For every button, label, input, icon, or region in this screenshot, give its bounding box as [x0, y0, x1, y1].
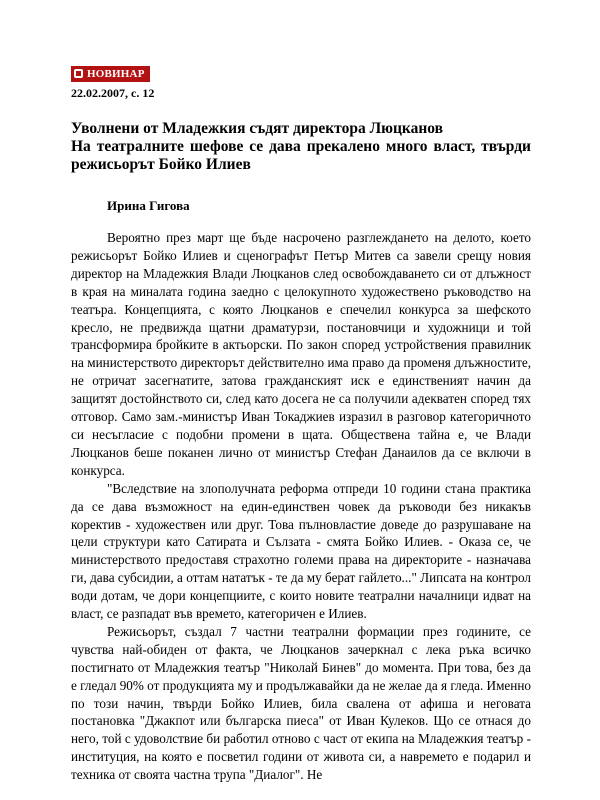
- article-page: [71, 64, 531, 784]
- author-byline: Ирина Гигова: [107, 198, 190, 213]
- article-title: Уволнени от Младежкия съдят директора Люцканов: [71, 120, 444, 137]
- paragraph-1: Вероятно през март ще бъде насрочено разглеждането на делото, което режисьорът Бойко Илиев и сценографът Петър Митев са завели срещу новия директор на Младежкия Влади Люцканов след освобождаването си от длъжност в края на миналата година заедно с целокупното художествено ръководство на театъра. Концепцията, с която Люцканов е спечелил конкурса за шефското кресло, не предвижда щатни драматурзи, постановчици и художници и той трансформира бройките в актьорски. По закон според устройствения правилник на министерството директорът действително има право да променя длъжностите, не отричат засегнатите, затова гражданският иск е единственият начин да защитят достойнството си, след като досега не са получили адекватен според тях отговор. Само зам.-министър Иван Токаджиев изразил в разговор категоричното си несъгласие с подобни промени в щата. Обществена тайна е, че Влади Люцканов беше поканен лично от министър Стефан Данаилов да се включи в конкурса.: [71, 230, 531, 478]
- dateline: 22.02.2007, с. 12: [71, 86, 155, 100]
- logo-text: НОВИНАР: [87, 68, 145, 80]
- article-subtitle: На театралните шефове се дава прекалено много власт, твърди режисьорът Бойко Илиев: [71, 138, 531, 173]
- headline: [71, 120, 531, 174]
- paragraph-2: "Вследствие на злополучната реформа отпреди 10 години стана практика да се дава възможност на един-единствен човек да ръководи без никакъв коректив - художествен или друг. Това пълновластие доведе до разрушаване на цели структури като Сатирата и Сълзата - смята Бойко Илиев. - Оказа се, че министерството предоставя страхотно големи права на директорите - назначава ги, дава субсидии, а оттам нататък - те да му берат гайлето..." Липсата на контрол води дотам, че дори концепциите, с които новите театрални началници идват на власт, се разпадат във времето, категоричен е Илиев.: [71, 480, 531, 622]
- novinar-logo: [71, 66, 150, 82]
- logo-emblem-icon: [74, 69, 83, 78]
- paragraph-3: Режисьорът, създал 7 частни театрални формации през годините, се чувства най-обиден от факта, че Люцканов зачеркнал с лека ръка всичко постигнато от Младежкия театър "Николай Бинев" до момента. При това, без да е гледал 90% от продукцията му и продължавайки да не желае да я гледа. Именно по този начин, твърди Бойко Илиев, била свалена от афиша и неговата постановка "Джакпот или българска пиеса" от Иван Кулеков. Що се отнася до него, той с удоволствие би работил отново с част от екипа на Младежкия театър - институция, на която е посветил години от живота си, а навремето е подарил и техника от своята частна трупа "Диалог". Не: [71, 623, 531, 783]
- article-body: [71, 229, 531, 784]
